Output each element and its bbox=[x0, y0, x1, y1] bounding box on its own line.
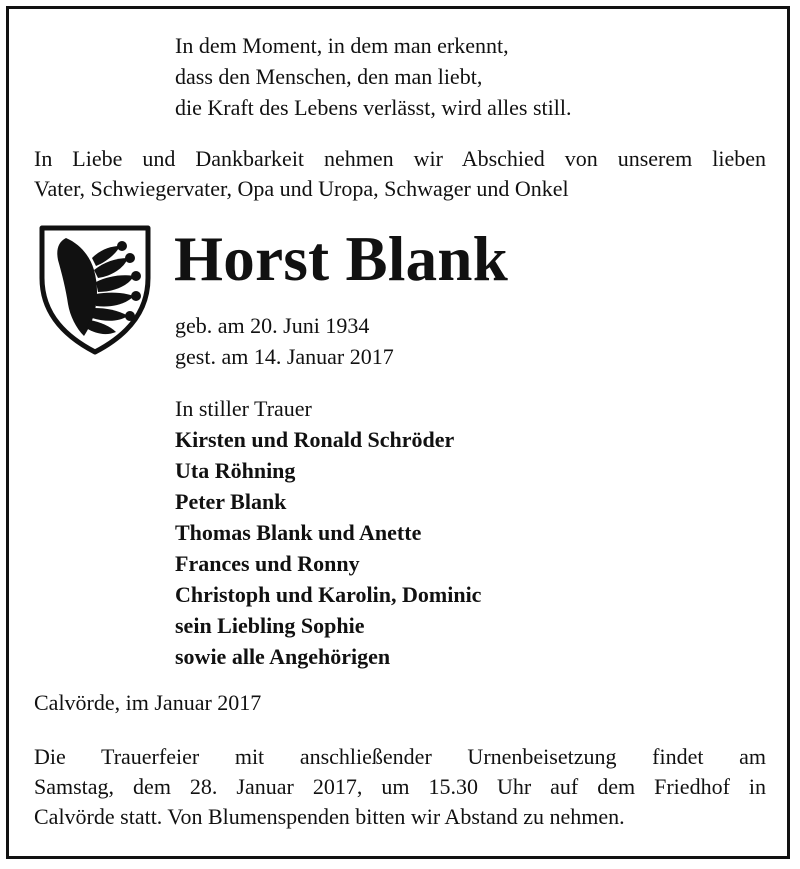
poem-line: die Kraft des Lebens verlässt, wird alles still. bbox=[175, 95, 572, 120]
mourner-name: Frances und Ronny bbox=[175, 551, 360, 576]
mourner-name: sowie alle Angehörigen bbox=[175, 644, 391, 669]
intro-line: Vater, Schwiegervater, Opa und Uropa, Schwager und Onkel bbox=[34, 176, 569, 201]
deceased-name: Horst Blank bbox=[174, 224, 509, 294]
farewell-intro bbox=[34, 144, 766, 204]
mourner-name: Christoph und Karolin, Dominic bbox=[175, 582, 482, 607]
mourners-list bbox=[175, 393, 481, 672]
mourners-heading: In stiller Trauer bbox=[175, 396, 312, 421]
funeral-line: Die Trauerfeier mit anschließender Urnenbeisetzung findet am bbox=[34, 744, 766, 769]
mourner-name: Peter Blank bbox=[175, 489, 287, 514]
place-and-date: Calvörde, im Januar 2017 bbox=[34, 690, 262, 715]
mourner-name: Thomas Blank und Anette bbox=[175, 520, 422, 545]
birth-date: geb. am 20. Juni 1934 bbox=[175, 313, 370, 338]
poem-line: dass den Menschen, den man liebt, bbox=[175, 64, 483, 89]
mourner-name: Kirsten und Ronald Schröder bbox=[175, 427, 455, 452]
coat-of-arms-wing-icon bbox=[36, 224, 154, 356]
mourner-name: sein Liebling Sophie bbox=[175, 613, 365, 638]
death-date: gest. am 14. Januar 2017 bbox=[175, 344, 394, 369]
mourner-name: Uta Röhning bbox=[175, 458, 296, 483]
intro-line: In Liebe und Dankbarkeit nehmen wir Abschied von unserem lieben bbox=[34, 146, 766, 171]
poem-line: In dem Moment, in dem man erkennt, bbox=[175, 33, 509, 58]
funeral-line: Samstag, dem 28. Januar 2017, um 15.30 Uhr auf dem Friedhof in bbox=[34, 774, 766, 799]
life-dates bbox=[175, 310, 394, 372]
funeral-line: Calvörde statt. Von Blumenspenden bitten wir Abstand zu nehmen. bbox=[34, 804, 625, 829]
funeral-notice bbox=[34, 742, 766, 832]
memorial-poem bbox=[175, 30, 572, 123]
